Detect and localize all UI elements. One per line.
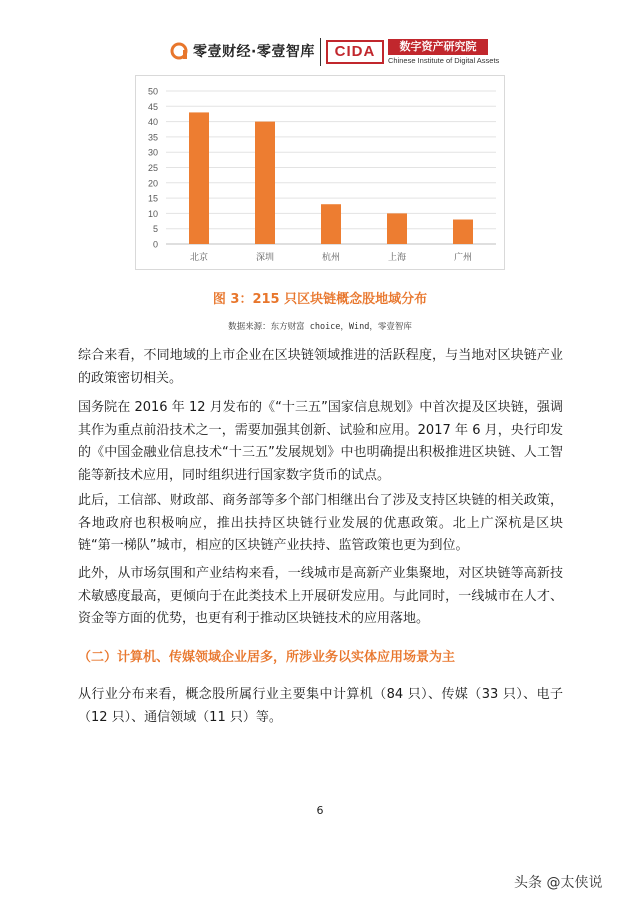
x-tick-label: 深圳 xyxy=(255,253,275,263)
watermark: 头条 @太侠说 xyxy=(514,875,603,891)
figure-caption: 图 3：215 只区块链概念股地域分布 xyxy=(212,292,428,307)
page-number: 6 xyxy=(316,804,324,817)
paragraph-4: 此外，从市场氛围和产业结构来看，一线城市是高新产业集聚地，对区块链等高新技术敏感度最高，更倾向于在此类技术上开展研发应用。与此同时，一线城市在人才、资金等方面的优势，也更有利于推动区块链技术的应用落地。 xyxy=(78,566,563,626)
y-tick-label: 40 xyxy=(147,117,158,128)
institute-logo: CIDA xyxy=(326,40,384,64)
y-tick-label: 10 xyxy=(147,208,158,219)
y-tick-label: 30 xyxy=(147,147,158,158)
y-tick-label: 50 xyxy=(147,86,158,97)
bar xyxy=(453,220,473,244)
y-tick-label: 20 xyxy=(147,178,158,189)
bar-chart-svg xyxy=(136,76,506,271)
y-tick-label: 15 xyxy=(147,193,158,204)
page-header xyxy=(0,36,640,70)
paragraph-5: 从行业分布来看，概念股所属行业主要集中计算机（84 只）、传媒（33 只）、电子（12 只）、通信领域（11 只）等。 xyxy=(78,687,563,725)
x-tick-label: 广州 xyxy=(453,253,473,263)
figure-source: 数据来源：东方财富 choice，Wind，零壹智库 xyxy=(228,322,412,332)
bar-chart xyxy=(135,75,505,270)
y-tick-label: 45 xyxy=(147,101,158,112)
y-tick-label: 5 xyxy=(152,224,158,235)
bar xyxy=(387,213,407,244)
x-tick-label: 北京 xyxy=(189,253,209,263)
brand-name: 零壹财经·零壹智库 xyxy=(193,44,315,60)
brand-logo-icon xyxy=(170,42,188,60)
y-tick-label: 25 xyxy=(147,163,158,173)
section-heading: （二）计算机、传媒领域企业居多，所涉业务以实体应用场景为主 xyxy=(78,650,456,665)
x-tick-label: 杭州 xyxy=(321,253,341,263)
bar xyxy=(255,122,275,244)
paragraph-1: 综合来看，不同地域的上市企业在区块链领域推进的活跃程度，与当地对区块链产业的政策密切相关。 xyxy=(78,348,563,386)
institute-name-en: Chinese Institute of Digital Assets xyxy=(388,56,500,65)
y-tick-label: 0 xyxy=(152,239,158,250)
bar xyxy=(321,204,341,244)
paragraph-2: 国务院在 2016 年 12 月发布的《“十三五”国家信息规划》中首次提及区块链，强调其作为重点前沿技术之一，需要加强其创新、试验和应用。2017 年 6 月，央行印发的《中国金融业信息技术“十三五”发展规划》中也明确提出积极推进区块链、人工智能等新技术应用，同时组织进行国家数字货币的试点。 xyxy=(78,400,563,483)
header-divider xyxy=(320,38,321,66)
institute-name-cn: 数字资产研究院 xyxy=(388,39,488,55)
y-tick-label: 35 xyxy=(147,132,158,143)
bar xyxy=(189,112,209,244)
paragraph-3: 此后，工信部、财政部、商务部等多个部门相继出台了涉及支持区块链的相关政策，各地政府也积极响应，推出扶持区块链行业发展的优惠政策。北上广深杭是区块链“第一梯队”城市，相应的区块链产业扶持、监管政策也更为到位。 xyxy=(78,493,563,553)
x-tick-label: 上海 xyxy=(387,253,407,263)
